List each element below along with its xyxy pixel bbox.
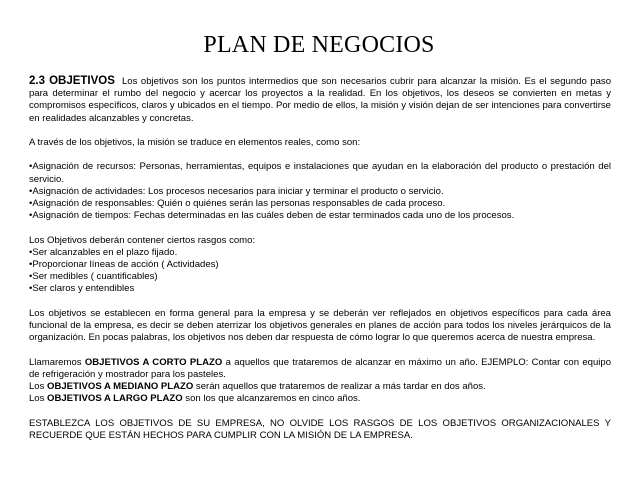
list-item: •Ser claros y entendibles [29, 283, 135, 295]
long-term-post: son los que alcanzaremos en cinco años. [182, 393, 361, 405]
short-term-pre: Llamaremos [29, 356, 85, 368]
closing-paragraph: ESTABLEZCA LOS OBJETIVOS DE SU EMPRESA, NO OLVIDE LOS RASGOS DE LOS OBJETIVOS ORGANIZACIONALES Y RECUERDE QUE ESTÁN HECHOS PARA CUMPLIR CON LA MISIÓN DE LA EMPRESA. [29, 417, 611, 441]
medium-term-paragraph [29, 381, 611, 393]
short-term-label: OBJETIVOS A CORTO PLAZO [84, 356, 223, 368]
list-item: •Asignación de recursos: Personas, herramientas, equipos e instalaciones que ayudan en la elaboración del producto o prestación del servicio. [29, 161, 611, 185]
page-title: PLAN DE NEGOCIOS [203, 32, 435, 58]
long-term-pre: Los [29, 393, 48, 405]
list-item: •Proporcionar líneas de acción ( Actividades) [29, 259, 219, 270]
long-term-paragraph [29, 393, 611, 405]
medium-term-pre: Los [29, 381, 48, 392]
general-paragraph: Los objetivos se establecen en forma general para la empresa y se deberán ver reflejados en objetivos específicos para cada área funcional de la empresa, es decir se deben aterrizar los objetivos generales en planes de acción para todos los niveles jerárquicos de la organización. En pocas palabras, los objetivos nos deben dar respuesta de cómo lograr lo que queremos acerca de nuestra empresa. [29, 307, 611, 344]
slide-body [29, 75, 611, 442]
short-term-post: a aquellos que trataremos de alcanzar en máximo un año. EJEMPLO: Contar con equipo de refrigeración y mostrador para los pasteles. [29, 356, 612, 380]
section-paragraph [29, 75, 611, 125]
short-term-paragraph [29, 357, 611, 381]
list-item: •Asignación de responsables: Quién o quiénes serán las personas responsables de cada proceso. [29, 198, 446, 209]
section-intro: Los objetivos son los puntos intermedios que son necesarios cubrir para alcanzar la misión. Es el segundo paso para determinar el rumbo del negocio y acercar los proyectos a la realidad. En los objetivos, los deseos se convierten en metas y compromisos específicos, claros y ubicados en el tiempo. Por medio de ellos, la misión y visión dejan de ser intenciones para convertirse en realidades alcanzables y concretas. [29, 76, 612, 124]
traits-intro: Los Objetivos deberán contener ciertos rasgos como: [29, 234, 256, 246]
list-item: •Asignación de actividades: Los procesos necesarios para iniciar y terminar el producto o servicio. [29, 185, 444, 197]
translate-intro: A través de los objetivos, la misión se traduce en elementos reales, como son: [29, 137, 361, 148]
section-heading: 2.3 OBJETIVOS [29, 75, 115, 87]
list-item: •Ser medibles ( cuantificables) [29, 271, 158, 283]
medium-term-label: OBJETIVOS A MEDIANO PLAZO [47, 381, 194, 392]
medium-term-post: serán aquellos que trataremos de realizar a más tardar en dos años. [193, 381, 486, 392]
list-item: •Asignación de tiempos: Fechas determinadas en las cuáles deben de estar terminados cada uno de los procesos. [29, 210, 515, 222]
long-term-label: OBJETIVOS A LARGO PLAZO [47, 393, 183, 405]
list-item: •Ser alcanzables en el plazo fijado. [29, 246, 178, 258]
